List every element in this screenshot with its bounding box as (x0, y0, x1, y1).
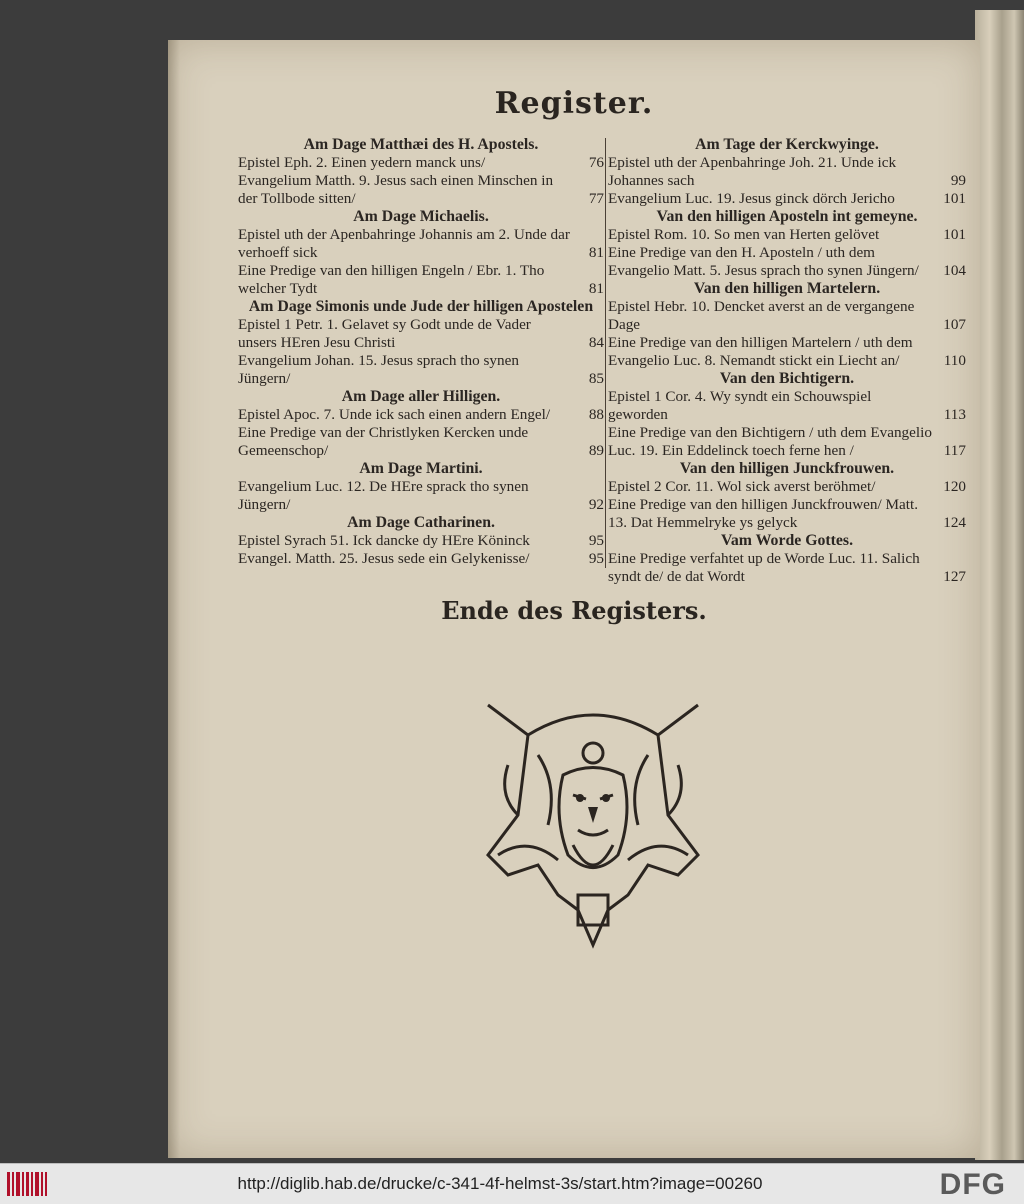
entry-page-number: 127 (943, 568, 966, 585)
entry-text: Evangelium Matth. 9. Jesus sach einen Minschen in der Tollbode sitten/ (238, 172, 554, 207)
register-entry (238, 316, 604, 352)
section-heading: Am Dage aller Hilligen. (341, 388, 501, 405)
section-heading: Vam Worde Gottes. (720, 532, 854, 549)
book-page (168, 40, 980, 1158)
entry-text: Eine Predige van der Christlyken Kercken unde Gemeenschop/ (238, 424, 529, 459)
register-entry (608, 154, 966, 190)
column-divider (605, 138, 606, 568)
entry-text: Epistel uth der Apenbahringe Joh. 21. Unde ick Johannes sach (608, 154, 897, 189)
entry-text: Epistel Rom. 10. So men van Herten gelövet (608, 226, 880, 243)
entry-page-number: 117 (943, 442, 966, 459)
page-title: Register. (494, 86, 654, 121)
entry-text: Evangelium Luc. 12. De HEre sprack tho synen Jüngern/ (238, 478, 529, 513)
register-entry (608, 496, 966, 532)
entry-text: Epistel 2 Cor. 11. Wol sick averst beröhmet/ (608, 478, 876, 495)
register-entry (608, 550, 966, 586)
entry-text: Eine Predige van den hilligen Engeln / Ebr. 1. Tho welcher Tydt (238, 262, 545, 297)
register-entry (238, 478, 604, 514)
entry-page-number: 85 (588, 370, 604, 387)
entry-text: Epistel Eph. 2. Einen yedern manck uns/ (238, 154, 486, 171)
section-heading: Am Dage Matthæi des H. Apostels. (303, 136, 539, 153)
entry-text: Epistel 1 Cor. 4. Wy syndt ein Schouwspiel geworden (608, 388, 872, 423)
register-entry (238, 352, 604, 388)
entry-page-number: 95 (588, 532, 604, 549)
entry-page-number: 95 (588, 550, 604, 567)
entry-text: Epistel Apoc. 7. Unde ick sach einen andern Engel/ (238, 406, 551, 423)
entry-page-number: 110 (943, 352, 966, 369)
register-entry (608, 388, 966, 424)
entry-text: Epistel 1 Petr. 1. Gelavet sy Godt unde de Vader unsers HEren Jesu Christi (238, 316, 531, 351)
register-entry (238, 550, 604, 568)
viewer-footer (0, 1163, 1024, 1204)
section-heading: Am Dage Catharinen. (347, 514, 495, 531)
entry-page-number: 99 (950, 172, 966, 189)
entry-page-number: 120 (943, 478, 966, 495)
section-heading: Am Tage der Kerckwyinge. (695, 136, 879, 153)
entry-page-number: 81 (588, 244, 604, 261)
section-heading: Am Dage Michaelis. (353, 208, 489, 225)
register-entry (238, 226, 604, 262)
register-entry (608, 226, 966, 244)
entry-text: Epistel uth der Apenbahringe Johannis am 2. Unde dar verhoeff sick (238, 226, 570, 261)
register-entry (608, 298, 966, 334)
entry-page-number: 107 (943, 316, 966, 333)
register-entry (238, 172, 604, 208)
entry-page-number: 77 (588, 190, 604, 207)
entry-text: Evangelium Johan. 15. Jesus sprach tho synen Jüngern/ (238, 352, 519, 387)
entry-text: Epistel Syrach 51. Ick dancke dy HEre Köninck (238, 532, 530, 549)
entry-page-number: 124 (943, 514, 966, 531)
section-heading: Am Dage Simonis unde Jude der hilligen Apostelen (248, 298, 594, 315)
entry-text: Eine Predige van den hilligen Junckfrouwen/ Matt. 13. Dat Hemmelryke ys gelyck (608, 496, 919, 531)
register-entry (238, 154, 604, 172)
entry-page-number: 88 (588, 406, 604, 423)
register-entry (238, 262, 604, 298)
entry-page-number: 76 (588, 154, 604, 171)
entry-page-number: 92 (588, 496, 604, 513)
section-heading: Van den Bichtigern. (719, 370, 855, 387)
register-entry (608, 244, 966, 280)
section-heading: Van den hilligen Martelern. (693, 280, 881, 297)
section-heading: Van den hilligen Aposteln int gemeyne. (656, 208, 918, 225)
register-entry (238, 532, 604, 550)
register-left-column (238, 136, 604, 568)
section-heading: Van den hilligen Junckfrouwen. (679, 460, 895, 477)
entry-text: Eine Predige van den Bichtigern / uth dem Evangelio Luc. 19. Ein Eddelinck toech ferne hen / (608, 424, 932, 459)
entry-text: Evangelium Luc. 19. Jesus ginck dörch Jericho (608, 190, 895, 207)
entry-text: Eine Predige verfahtet up de Worde Luc. 11. Salich syndt de/ de dat Wordt (608, 550, 920, 585)
entry-page-number: 81 (588, 280, 604, 297)
entry-text: Epistel Hebr. 10. Dencket averst an de vergangene Dage (608, 298, 915, 333)
entry-text: Eine Predige van den H. Aposteln / uth dem Evangelio Matt. 5. Jesus sprach tho synen Jüngern/ (608, 244, 919, 279)
entry-page-number: 104 (943, 262, 966, 279)
end-of-register-title: Ende des Registers. (441, 596, 707, 625)
register-entry (608, 478, 966, 496)
section-heading: Am Dage Martini. (359, 460, 483, 477)
book-page-edges (975, 10, 1024, 1160)
register-entry (238, 424, 604, 460)
hab-barcode-logo-icon (6, 1168, 48, 1200)
dfg-logo[interactable]: DFG (939, 1168, 1006, 1201)
register-entry (608, 334, 966, 370)
source-url[interactable]: http://diglib.hab.de/drucke/c-341-4f-helmst-3s/start.htm?image=00260 (237, 1174, 763, 1193)
register-entry (238, 406, 604, 424)
register-right-column (608, 136, 966, 586)
entry-page-number: 113 (943, 406, 966, 423)
woodcut-mask-ornament (468, 695, 718, 955)
entry-page-number: 89 (588, 442, 604, 459)
entry-page-number: 101 (943, 226, 966, 243)
entry-text: Eine Predige van den hilligen Martelern / uth dem Evangelio Luc. 8. Nemandt stickt ein Liecht an/ (608, 334, 913, 369)
entry-page-number: 101 (943, 190, 966, 207)
register-entry (608, 190, 966, 208)
register-entry (608, 424, 966, 460)
entry-page-number: 84 (588, 334, 604, 351)
entry-text: Evangel. Matth. 25. Jesus sede ein Gelykenisse/ (238, 550, 530, 567)
